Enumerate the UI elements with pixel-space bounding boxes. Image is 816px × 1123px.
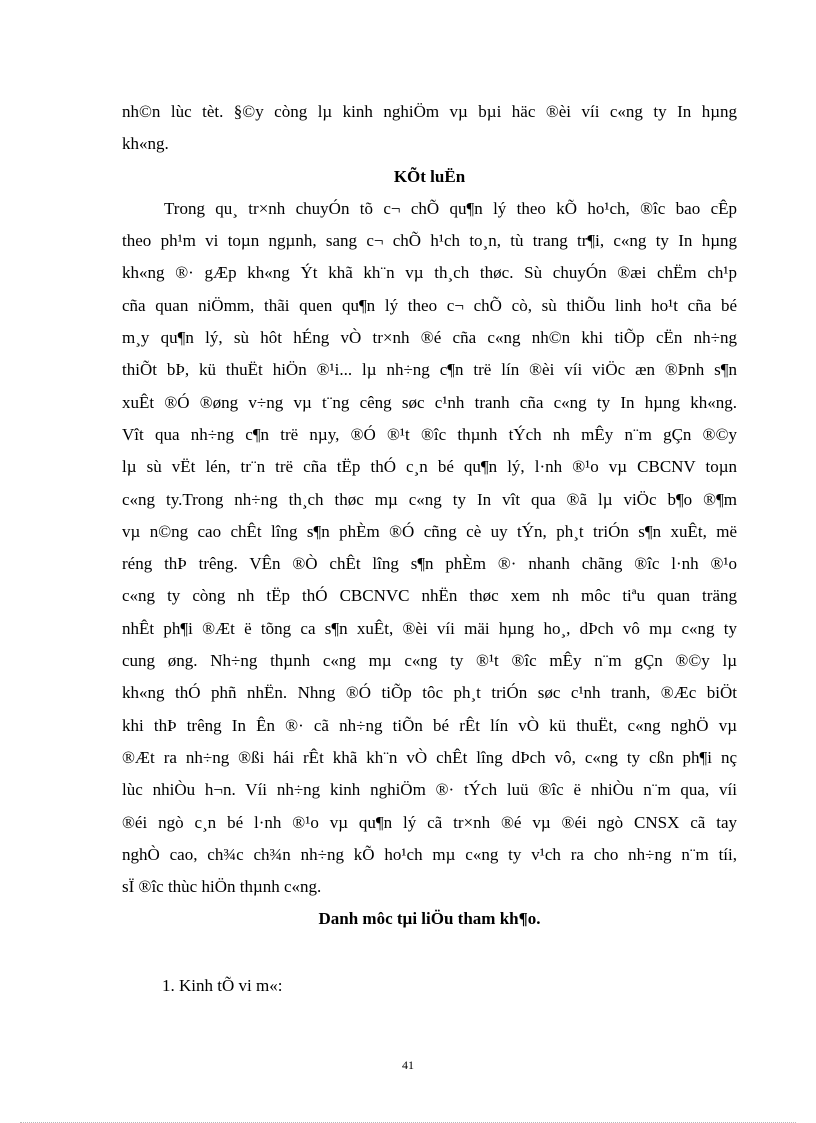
conclusion-line: kh«ng thÓ phñ nhËn. Nhng ®Ó tiÕp tôc ph¸t triÓn søc c¹nh tranh, ®Æc biÖt xyxy=(122,683,737,703)
conclusion-paragraph xyxy=(122,193,737,904)
intro-paragraph xyxy=(122,96,737,161)
conclusion-line: sÏ ®îc thùc hiÖn thµnh c«ng. xyxy=(122,877,322,897)
references-heading: Danh môc tµi liÖu tham kh¶o. xyxy=(318,909,541,929)
conclusion-line: lùc nhiÒu h¬n. Víi nh÷ng kinh nghiÖm ®· tÝch luü ®îc ë nhiÒu n¨m qua, víi xyxy=(122,780,737,800)
conclusion-line: Trong qu¸ tr×nh chuyÓn tõ c¬ chÕ qu¶n lý theo kÕ ho¹ch, ®îc bao cÊp xyxy=(164,198,737,218)
conclusion-line: nghÒ cao, ch¾c ch¾n nh÷ng kÕ ho¹ch mµ c«ng ty v¹ch ra cho nh÷ng n¨m tíi, xyxy=(122,844,737,864)
conclusion-line: xuÊt ®Ó ®øng v÷ng vµ t¨ng cêng søc c¹nh tranh cña c«ng ty In hµng kh«ng. xyxy=(122,392,737,412)
conclusion-heading: KÕt luËn xyxy=(393,166,466,186)
conclusion-line: cung øng. Nh÷ng thµnh c«ng mµ c«ng ty ®¹t ®îc mÊy n¨m gÇn ®©y lµ xyxy=(122,651,737,671)
conclusion-line: ®Æt ra nh÷ng ®ßi hái rÊt khã kh¨n vÒ chÊt lîng dÞch vô, c«ng ty cßn ph¶i nç xyxy=(122,747,737,767)
conclusion-line: nhÊt ph¶i ®Æt ë tõng ca s¶n xuÊt, ®èi víi mäi hµng ho¸, dÞch vô mµ c«ng ty xyxy=(122,618,737,638)
conclusion-line: cña quan niÖmm, thãi quen qu¶n lý theo c¬ chÕ cò, sù thiÕu linh ho¹t cña bé xyxy=(122,295,737,315)
conclusion-line: Vît qua nh÷ng c¶n trë nµy, ®Ó ®¹t ®îc thµnh tÝch nh mÊy n¨m gÇn ®©y xyxy=(122,424,737,444)
conclusion-line: thiÕt bÞ, kü thuËt hiÖn ®¹i... lµ nh÷ng c¶n trë lín ®èi víi viÖc æn ®Þnh s¶n xyxy=(122,360,737,380)
conclusion-line: kh«ng ®· gÆp kh«ng Ýt khã kh¨n vµ th¸ch thøc. Sù chuyÓn ®æi chËm ch¹p xyxy=(122,263,737,283)
intro-line: kh«ng. xyxy=(122,134,169,154)
document-body xyxy=(122,96,737,1002)
spacer xyxy=(122,936,737,970)
conclusion-line: khi thÞ trêng In Ên ®· cã nh÷ng tiÕn bé rÊt lín vÒ kü thuËt, c«ng nghÖ vµ xyxy=(122,715,737,735)
reference-list-item: 1. Kinh tÕ vi m«: xyxy=(162,975,283,995)
conclusion-line: lµ sù vËt lén, tr¨n trë cña tËp thÓ c¸n bé qu¶n lý, l·nh ®¹o vµ CBCNV toµn xyxy=(122,457,737,477)
conclusion-line: réng thÞ trêng. VÊn ®Ò chÊt lîng s¶n phÈm ®· nhanh chãng ®îc l·nh ®¹o xyxy=(122,554,737,574)
conclusion-line: c«ng ty.Trong nh÷ng th¸ch thøc mµ c«ng ty In vît qua ®ã lµ viÖc b¶o ®¶m xyxy=(122,489,737,509)
conclusion-line: c«ng ty còng nh tËp thÓ CBCNVC nhËn thøc xem nh môc tiªu quan träng xyxy=(122,586,737,606)
conclusion-line: theo ph¹m vi toµn ngµnh, sang c¬ chÕ h¹ch to¸n, tù trang tr¶i, c«ng ty In hµng xyxy=(122,231,737,251)
conclusion-line: ®éi ngò c¸n bé l·nh ®¹o vµ qu¶n lý cã tr×nh ®é vµ ®éi ngò CNSX cã tay xyxy=(122,812,737,832)
intro-line: nh©n lùc tèt. §©y còng lµ kinh nghiÖm vµ bµi häc ®èi víi c«ng ty In hµng xyxy=(122,102,737,121)
page-number: 41 xyxy=(402,1058,414,1072)
conclusion-line: vµ n©ng cao chÊt lîng s¶n phÈm ®Ó cñng cè uy tÝn, ph¸t triÓn s¶n xuÊt, më xyxy=(122,521,737,541)
conclusion-line: m¸y qu¶n lý, sù hôt hÉng vÒ tr×nh ®é cña c«ng nh©n khi tiÕp cËn nh÷ng xyxy=(122,328,737,348)
